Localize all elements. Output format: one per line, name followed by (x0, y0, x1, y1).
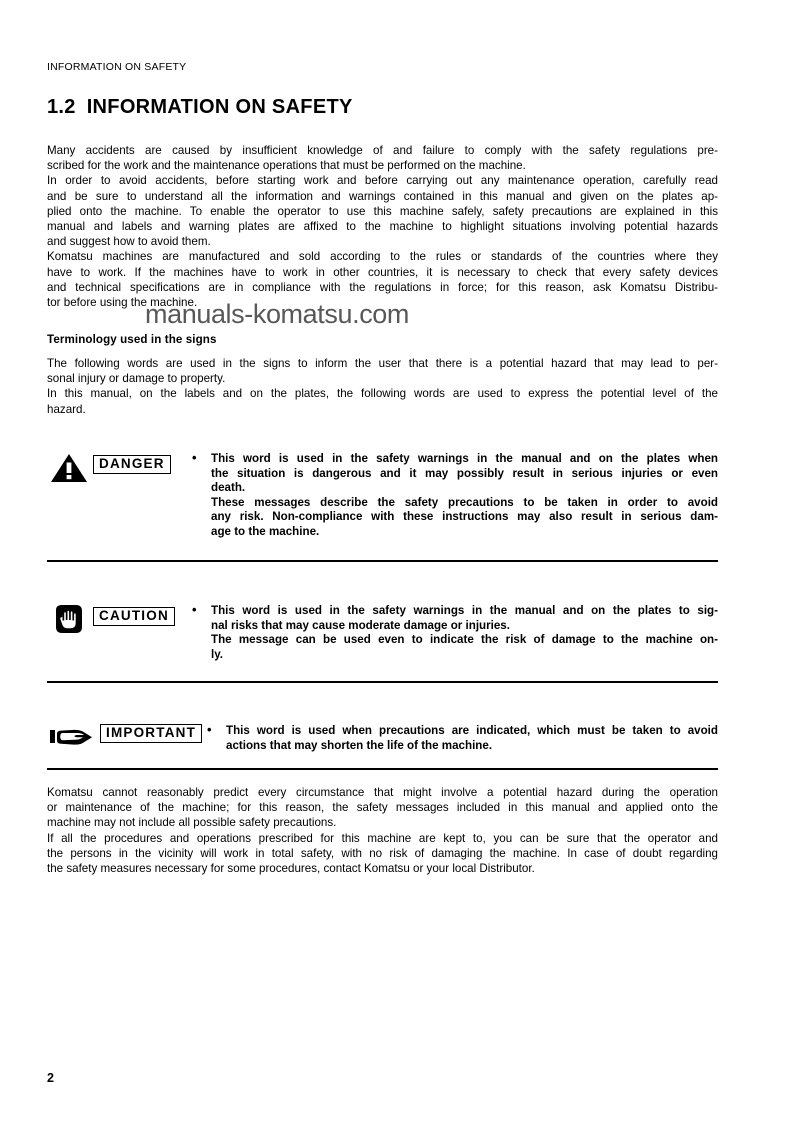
signal-icon-cell-important (47, 724, 207, 754)
signal-icon-cell-danger (47, 452, 207, 482)
text-line: death. (211, 481, 246, 495)
signal-body-caution (211, 604, 718, 662)
terminology-paragraphs (47, 356, 718, 417)
signal-body-danger (211, 452, 718, 540)
signal-label-caution: CAUTION (93, 607, 175, 626)
text-line: The following words are used in the signs to inform the user that there is a potential hazard that may lead to per- (47, 357, 718, 370)
text-line: manual and labels and warning plates are affixed to the machine to highlight situations involving potential hazards (47, 220, 718, 234)
signal-icon-cell-caution (47, 604, 207, 634)
signal-text-important (205, 724, 718, 753)
page-title (47, 96, 353, 119)
text-line: actions that may shorten the life of the machine. (226, 738, 493, 752)
text-line: In order to avoid accidents, before starting work and before carrying out any maintenance operation, carefully read (47, 174, 718, 188)
text-line: ly. (211, 647, 224, 661)
text-line: Komatsu machines are manufactured and sold according to the rules or standards of the countries where they (47, 250, 718, 264)
text-line: The message can be used even to indicate the risk of damage to the machine on- (211, 633, 718, 647)
section-divider-2 (47, 681, 718, 683)
text-line: and technical specifications are in compliance with the regulations in force; for this reason, ask Komatsu Distribu- (47, 280, 718, 294)
text-line: have to work. If the machines have to work in other countries, it is necessary to check that every safety devices (47, 265, 718, 279)
warning-triangle-exclamation-icon (50, 453, 88, 483)
signal-label-important: IMPORTANT (100, 724, 202, 743)
text-line: This word is used in the safety warnings in the manual and on the plates to sig- (211, 604, 718, 617)
stop-hand-icon (52, 604, 85, 634)
text-line: age to the machine. (211, 524, 320, 538)
page-title-number: 1.2 (47, 96, 76, 118)
text-line: the situation is dangerous and it may possibly result in serious injuries or even (211, 466, 718, 480)
text-line: and be sure to understand all the information and warnings contained in this manual and given on the plates ap- (47, 189, 718, 203)
text-line: These messages describe the safety precautions to be taken in order to avoid (211, 495, 718, 509)
text-line: Komatsu cannot reasonably predict every circumstance that might involve a potential hazard during the operation (47, 786, 718, 799)
text-line: the safety measures necessary for some procedures, contact Komatsu or your local Distributor. (47, 862, 535, 876)
text-line: scribed for the work and the maintenance operations that must be performed on the machine. (47, 159, 526, 173)
watermark-text: manuals-komatsu.com (145, 299, 409, 329)
bullet-icon: • (192, 450, 197, 465)
text-line: This word is used when precautions are indicated, which must be taken to avoid (226, 724, 718, 737)
closing-paragraphs (47, 785, 718, 876)
section-divider-1 (47, 560, 718, 562)
text-line: any risk. Non-compliance with these instructions may also result in serious dam- (211, 510, 718, 524)
text-line: hazard. (47, 402, 86, 416)
signal-label-danger: DANGER (93, 455, 171, 474)
running-header: INFORMATION ON SAFETY (47, 61, 187, 73)
text-line: machine may not include all possible safety precautions. (47, 816, 337, 830)
text-line: sonal injury or damage to property. (47, 372, 226, 386)
bullet-icon: • (192, 602, 197, 617)
text-line: nal risks that may cause moderate damage or injuries. (211, 618, 510, 632)
text-line: plied onto the machine. To enable the operator to use this machine safely, safety precautions are explained in this (47, 204, 718, 218)
signal-text-danger (190, 452, 718, 540)
text-line: If all the procedures and operations prescribed for this machine are kept to, you can be sure that the operator and (47, 831, 718, 845)
text-line: tor before using the machine. (47, 296, 198, 310)
text-line: and suggest how to avoid them. (47, 235, 211, 249)
signal-text-caution (190, 604, 718, 662)
text-line: Many accidents are caused by insufficient knowledge of and failure to comply with the safety regulations pre- (47, 144, 718, 157)
text-line: This word is used in the safety warnings in the manual and on the plates when (211, 452, 718, 465)
text-line: the persons in the vicinity will work in total safety, with no risk of damaging the machine. In case of doubt regarding (47, 846, 718, 860)
text-line: or maintenance of the machine; for this reason, the safety messages included in this manual and applied onto the (47, 801, 718, 815)
pointing-hand-icon (50, 727, 94, 747)
signal-body-important (226, 724, 718, 753)
text-line: In this manual, on the labels and on the plates, the following words are used to express the potential level of the (47, 387, 718, 401)
page-number: 2 (47, 1071, 54, 1085)
intro-paragraphs (47, 143, 718, 310)
section-divider-3 (47, 768, 718, 770)
bullet-icon: • (207, 722, 212, 737)
terminology-heading: Terminology used in the signs (47, 333, 217, 346)
page-title-text: INFORMATION ON SAFETY (86, 96, 353, 118)
